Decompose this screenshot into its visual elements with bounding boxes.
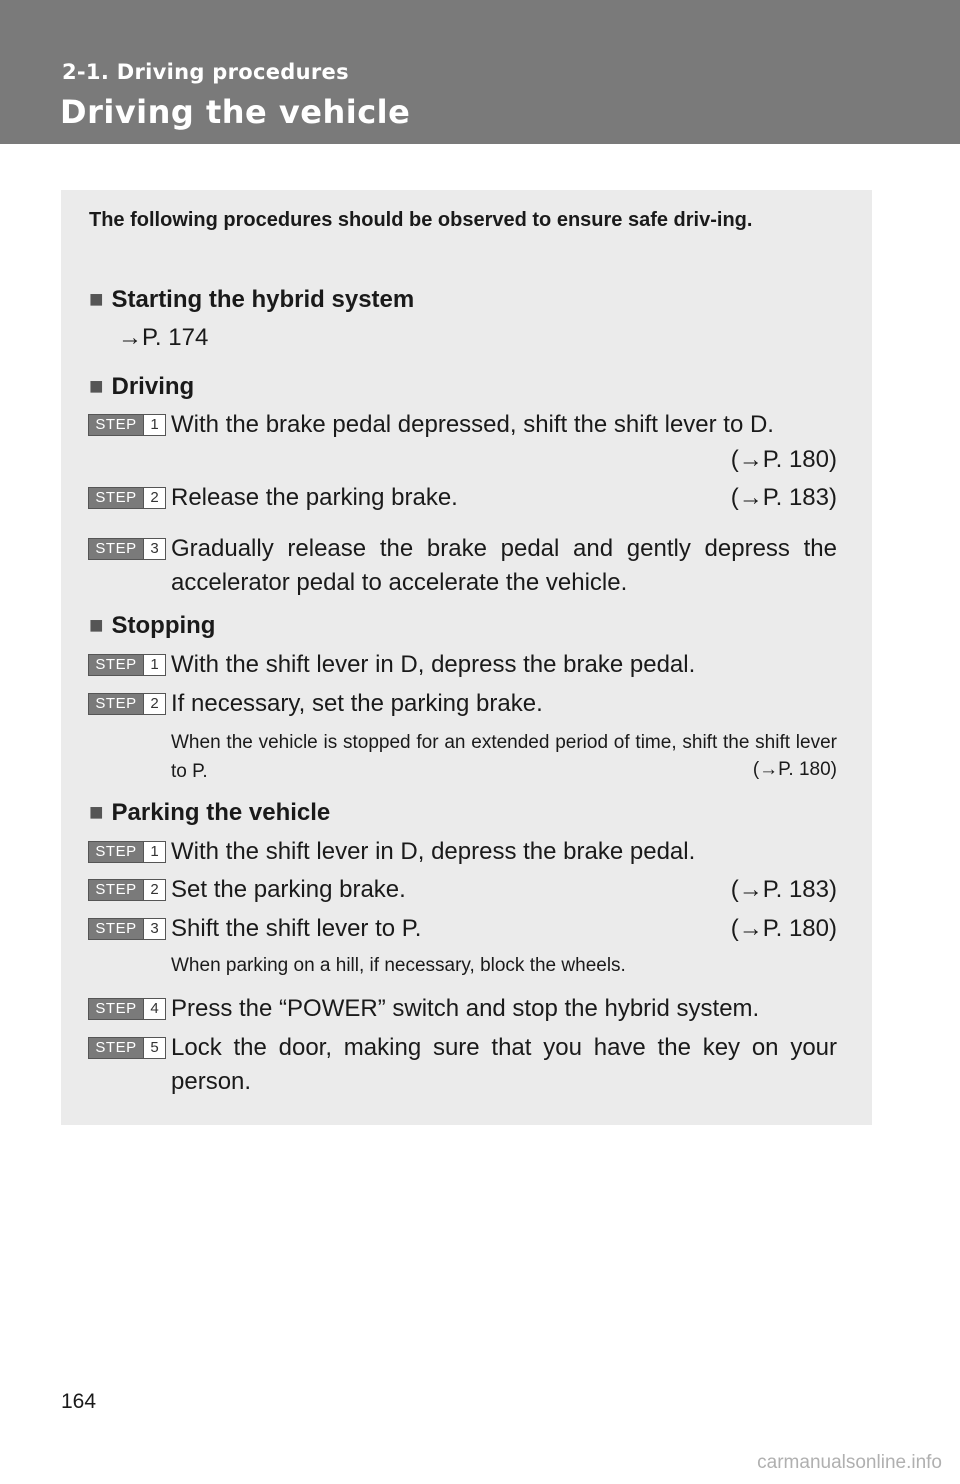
heading-parking: [89, 799, 330, 827]
step-badge-parking-5: [88, 1037, 166, 1059]
heading-starting-label: Starting the hybrid system: [111, 286, 415, 313]
step-number: 4: [143, 999, 165, 1019]
heading-stopping: [89, 612, 215, 640]
step-badge-driving-2: [88, 487, 166, 509]
step-word: STEP: [89, 1038, 143, 1058]
page-header: [0, 0, 960, 144]
step-word: STEP: [89, 539, 143, 559]
step-text-driving-2: Release the parking brake.: [171, 484, 458, 511]
step-number: 1: [143, 415, 165, 435]
step-ref-parking-3: (→P. 180): [730, 915, 837, 942]
step-text-driving-3: Gradually release the brake pedal and gently depress the accelerator pedal to accelerate the vehicle.: [171, 535, 837, 596]
step-badge-parking-3: [88, 918, 166, 940]
step-badge-driving-1: [88, 414, 166, 436]
step-word: STEP: [89, 880, 143, 900]
parking-note: When parking on a hill, if necessary, block the wheels.: [171, 955, 626, 976]
heading-driving: [89, 373, 194, 401]
watermark: carmanualsonline.info: [757, 1452, 942, 1473]
step-text-stopping-2: If necessary, set the parking brake.: [171, 690, 543, 717]
step-ref-parking-2: (→P. 183): [730, 876, 837, 903]
step-text-parking-3: Shift the shift lever to P.: [171, 915, 422, 942]
step-badge-parking-1: [88, 841, 166, 863]
step-number: 1: [143, 655, 165, 675]
step-word: STEP: [89, 919, 143, 939]
step-number: 3: [143, 919, 165, 939]
intro-text: The following procedures should be observed to ensure safe driv-ing.: [89, 209, 753, 231]
heading-parking-label: Parking the vehicle: [111, 799, 331, 826]
step-text-stopping-1: With the shift lever in D, depress the brake pedal.: [171, 651, 696, 678]
bullet-square-icon: ■: [89, 612, 104, 639]
step-badge-parking-4: [88, 998, 166, 1020]
heading-starting: [89, 286, 414, 314]
step-badge-stopping-1: [88, 654, 166, 676]
page-title: Driving the vehicle: [60, 93, 411, 131]
heading-stopping-label: Stopping: [111, 612, 216, 639]
step-text-parking-4: Press the “POWER” switch and stop the hybrid system.: [171, 995, 760, 1022]
bullet-square-icon: ■: [89, 286, 104, 313]
step-badge-parking-2: [88, 879, 166, 901]
section-label: 2-1. Driving procedures: [62, 60, 349, 84]
step-word: STEP: [89, 694, 143, 714]
stopping-note: When the vehicle is stopped for an extended period of time, shift the shift lever to P.: [171, 732, 837, 782]
step-word: STEP: [89, 488, 143, 508]
step-text-parking-2: Set the parking brake.: [171, 876, 406, 903]
step-text-driving-1: With the brake pedal depressed, shift the shift lever to D.: [171, 411, 774, 438]
step-number: 2: [143, 694, 165, 714]
step-word: STEP: [89, 999, 143, 1019]
step-ref-driving-2: (→P. 183): [730, 484, 837, 511]
step-badge-driving-3: [88, 538, 166, 560]
step-badge-stopping-2: [88, 693, 166, 715]
step-word: STEP: [89, 655, 143, 675]
heading-driving-label: Driving: [111, 373, 195, 400]
starting-ref: →P. 174: [118, 324, 209, 351]
bullet-square-icon: ■: [89, 373, 104, 400]
step-number: 5: [143, 1038, 165, 1058]
step-number: 2: [143, 880, 165, 900]
step-ref-driving-1: (→P. 180): [730, 446, 837, 473]
step-text-parking-1: With the shift lever in D, depress the brake pedal.: [171, 838, 696, 865]
step-word: STEP: [89, 842, 143, 862]
bullet-square-icon: ■: [89, 799, 104, 826]
step-number: 3: [143, 539, 165, 559]
stopping-note-ref: (→P. 180): [752, 759, 837, 780]
step-word: STEP: [89, 415, 143, 435]
step-number: 1: [143, 842, 165, 862]
page-number: 164: [61, 1390, 97, 1413]
step-number: 2: [143, 488, 165, 508]
step-text-parking-5: Lock the door, making sure that you have the key on your person.: [171, 1034, 837, 1095]
